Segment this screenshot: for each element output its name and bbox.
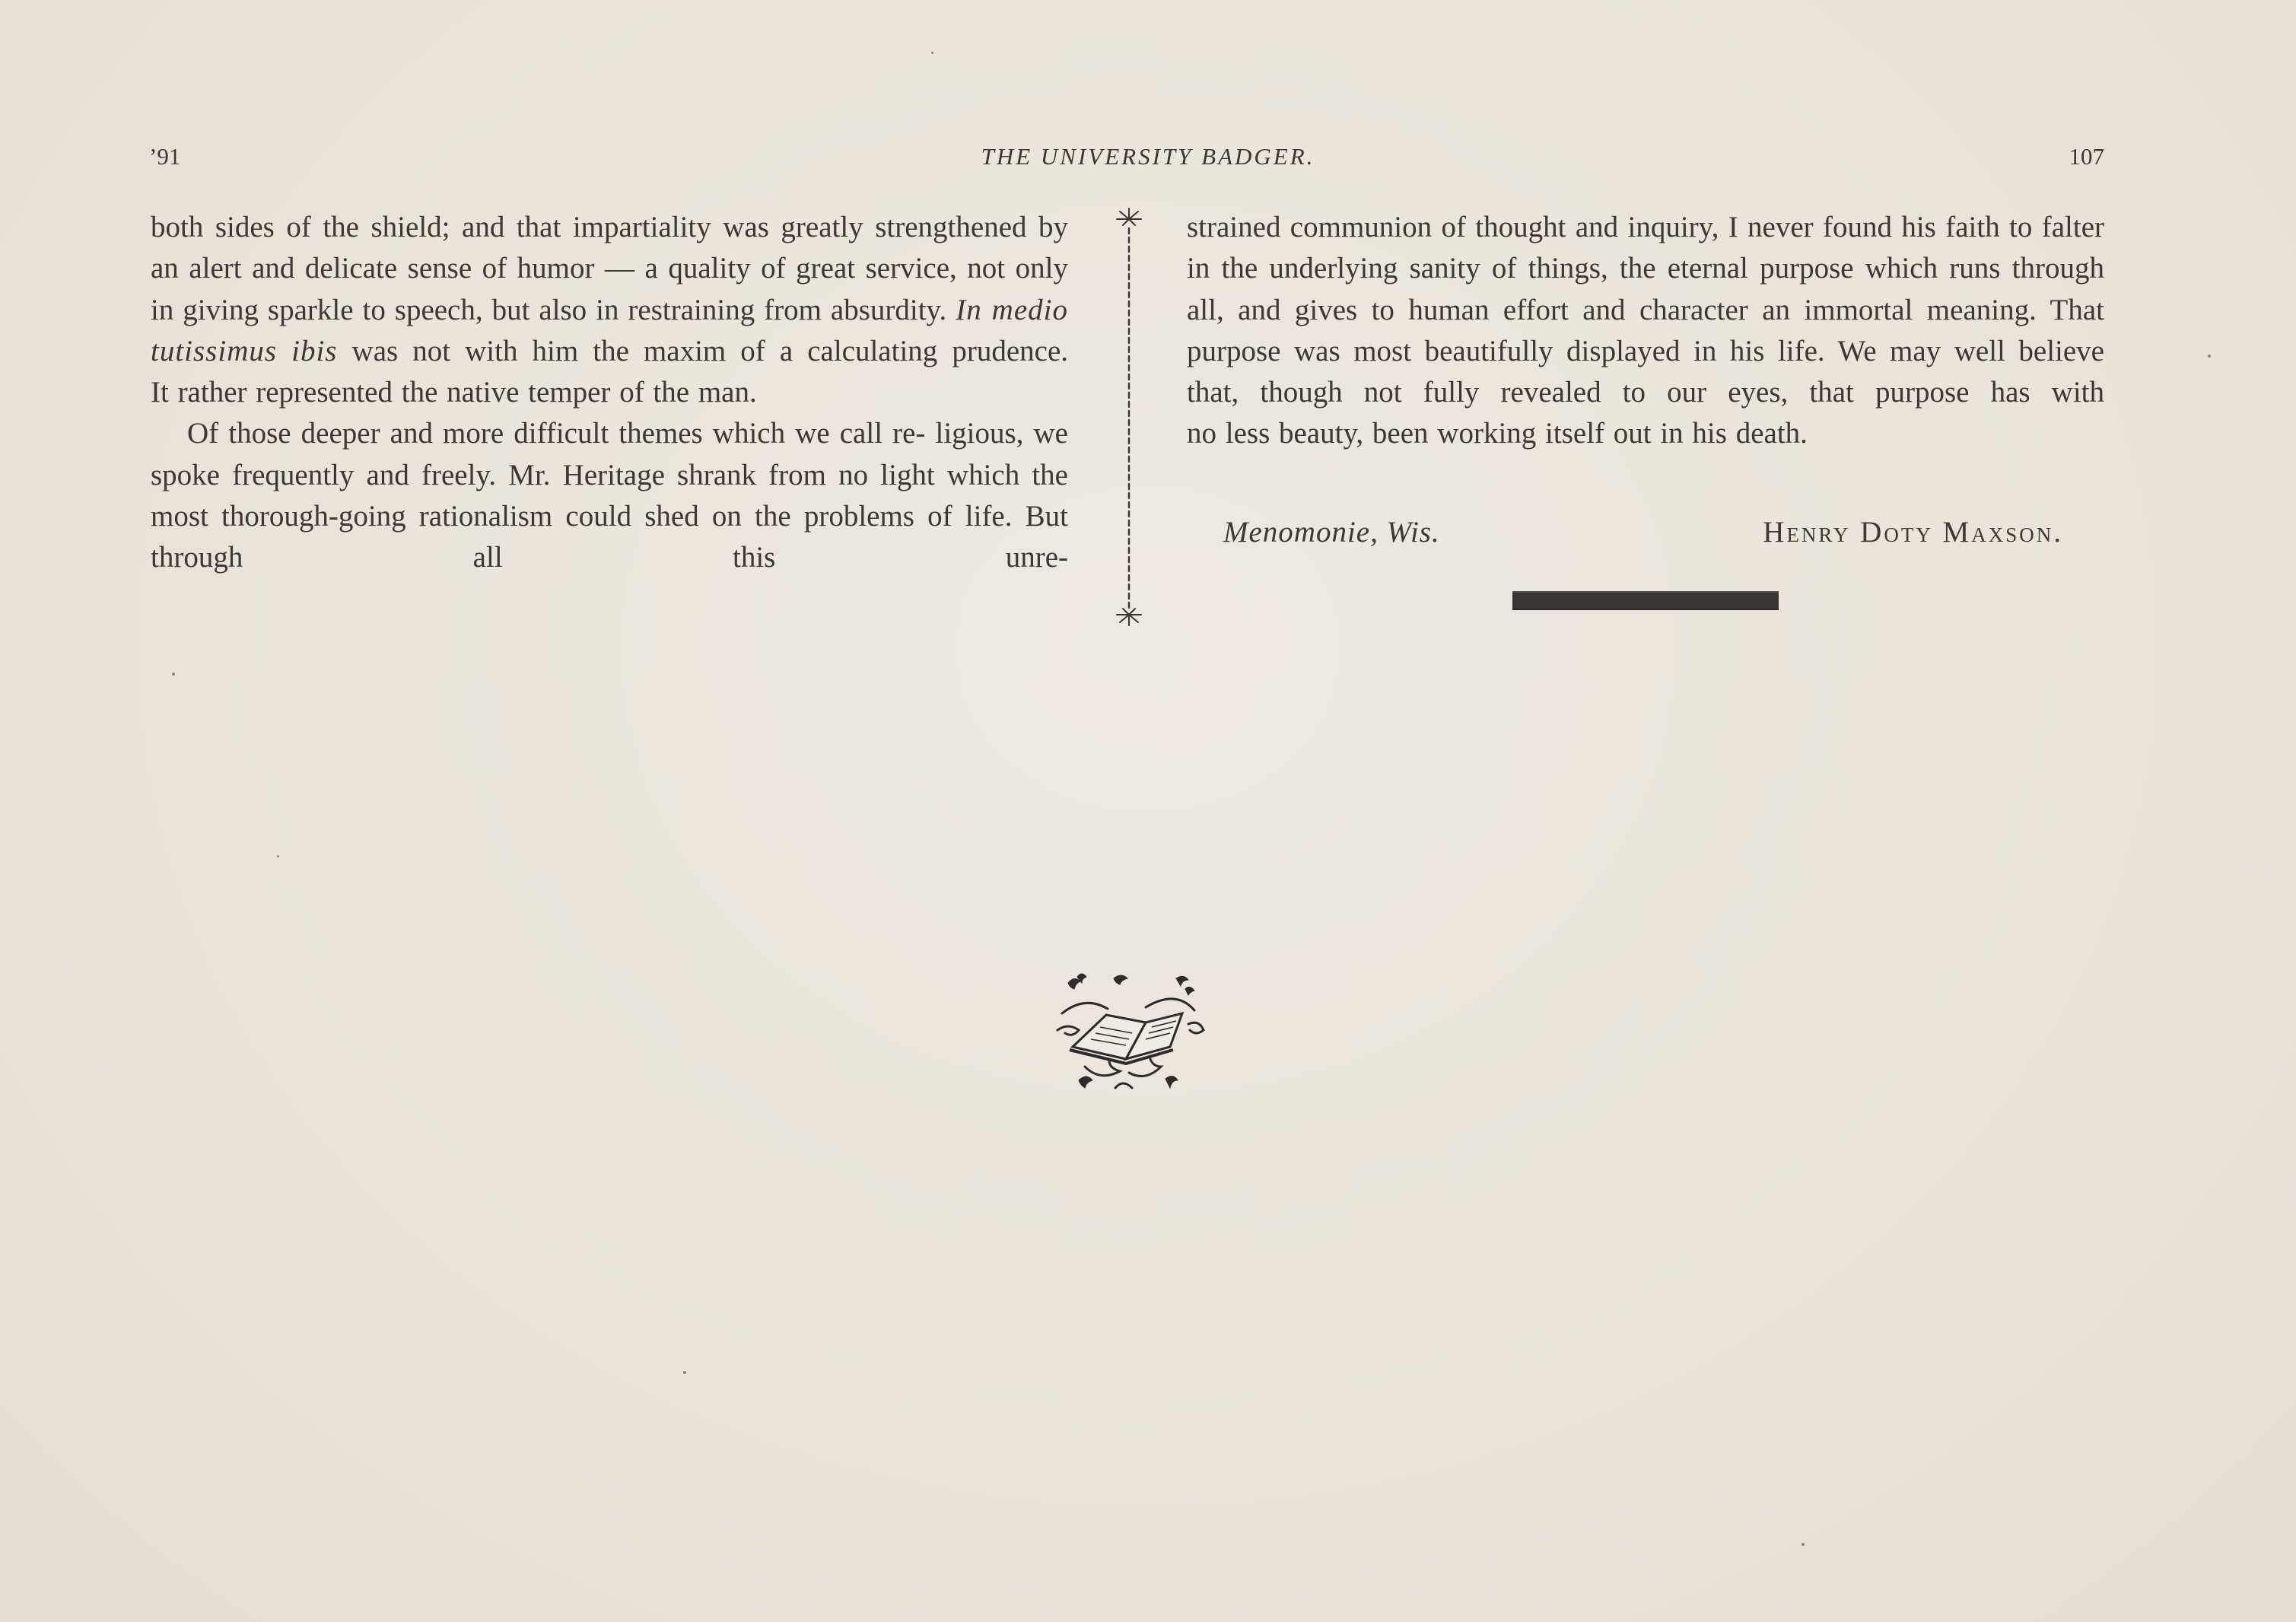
paper-speck [683,1371,686,1374]
text-line: was not with him the maxim of a calculating prudence. [351,334,1069,367]
right-paragraph [1187,207,2104,413]
text-line: strained communion of thought and inquiry, I never found his [1187,211,1936,243]
left-paragraph-1-end [151,372,1068,413]
signature-author: Henry Doty Maxson. [1763,516,2063,549]
text-line: ligious, we spoke frequently and freely. Mr. Heritage shrank [151,417,1068,491]
paper-speck [277,855,279,857]
header-year: ’91 [149,143,181,170]
open-book-floral-ornament-icon [1047,968,1208,1100]
left-paragraph-1 [151,207,1068,372]
text-line: It rather represented the native temper of the man. [151,376,757,409]
signature-place: Menomonie, Wis. [1223,516,1440,549]
text-line: both sides of the shield; and that impartiality was greatly [151,211,863,243]
text-line: Of those deeper and more difficult themes which we call re- [187,417,926,450]
text-line: purpose which runs through all, and gives to human effort and [1187,252,2105,326]
end-rule-bar [1512,591,1779,610]
page-number: 107 [2069,143,2104,170]
left-paragraph-2 [151,413,1068,578]
left-column [151,207,1068,579]
text-line: shed on the problems of life. But through all this unre- [151,500,1068,574]
text-line: though not fully revealed to our eyes, that purpose has with [1260,376,2105,409]
right-column [1187,207,2104,455]
text-line: beautifully displayed in his life. We may well believe that, [1187,334,2104,409]
vertical-ornamental-rule-icon [1114,205,1144,628]
latin-phrase: In medio tutissimus [151,293,1068,367]
text-line: no less beauty, been working itself out in his death. [1187,417,1808,450]
paper-speck [931,52,933,54]
right-paragraph-end [1187,413,2104,454]
text-line: quality of great service, not only in giving sparkle to speech, [151,252,1068,326]
latin-phrase-end: ibis [291,334,338,367]
header-title: THE UNIVERSITY BADGER. [981,143,1315,170]
text-line: strengthened by an alert and delicate sense of humor — a [151,211,1069,285]
text-line: from no light which the most thorough-going rationalism could [151,458,1068,533]
text-line: but also in restraining from absurdity. [491,293,947,326]
paper-speck [2208,355,2211,358]
text-line: character an immortal meaning. That purpose was most [1187,293,2105,367]
text-line: faith to falter in the underlying sanity of things, the eternal [1187,211,2105,285]
paper-speck [172,673,175,676]
paper-speck [1802,1543,1805,1546]
